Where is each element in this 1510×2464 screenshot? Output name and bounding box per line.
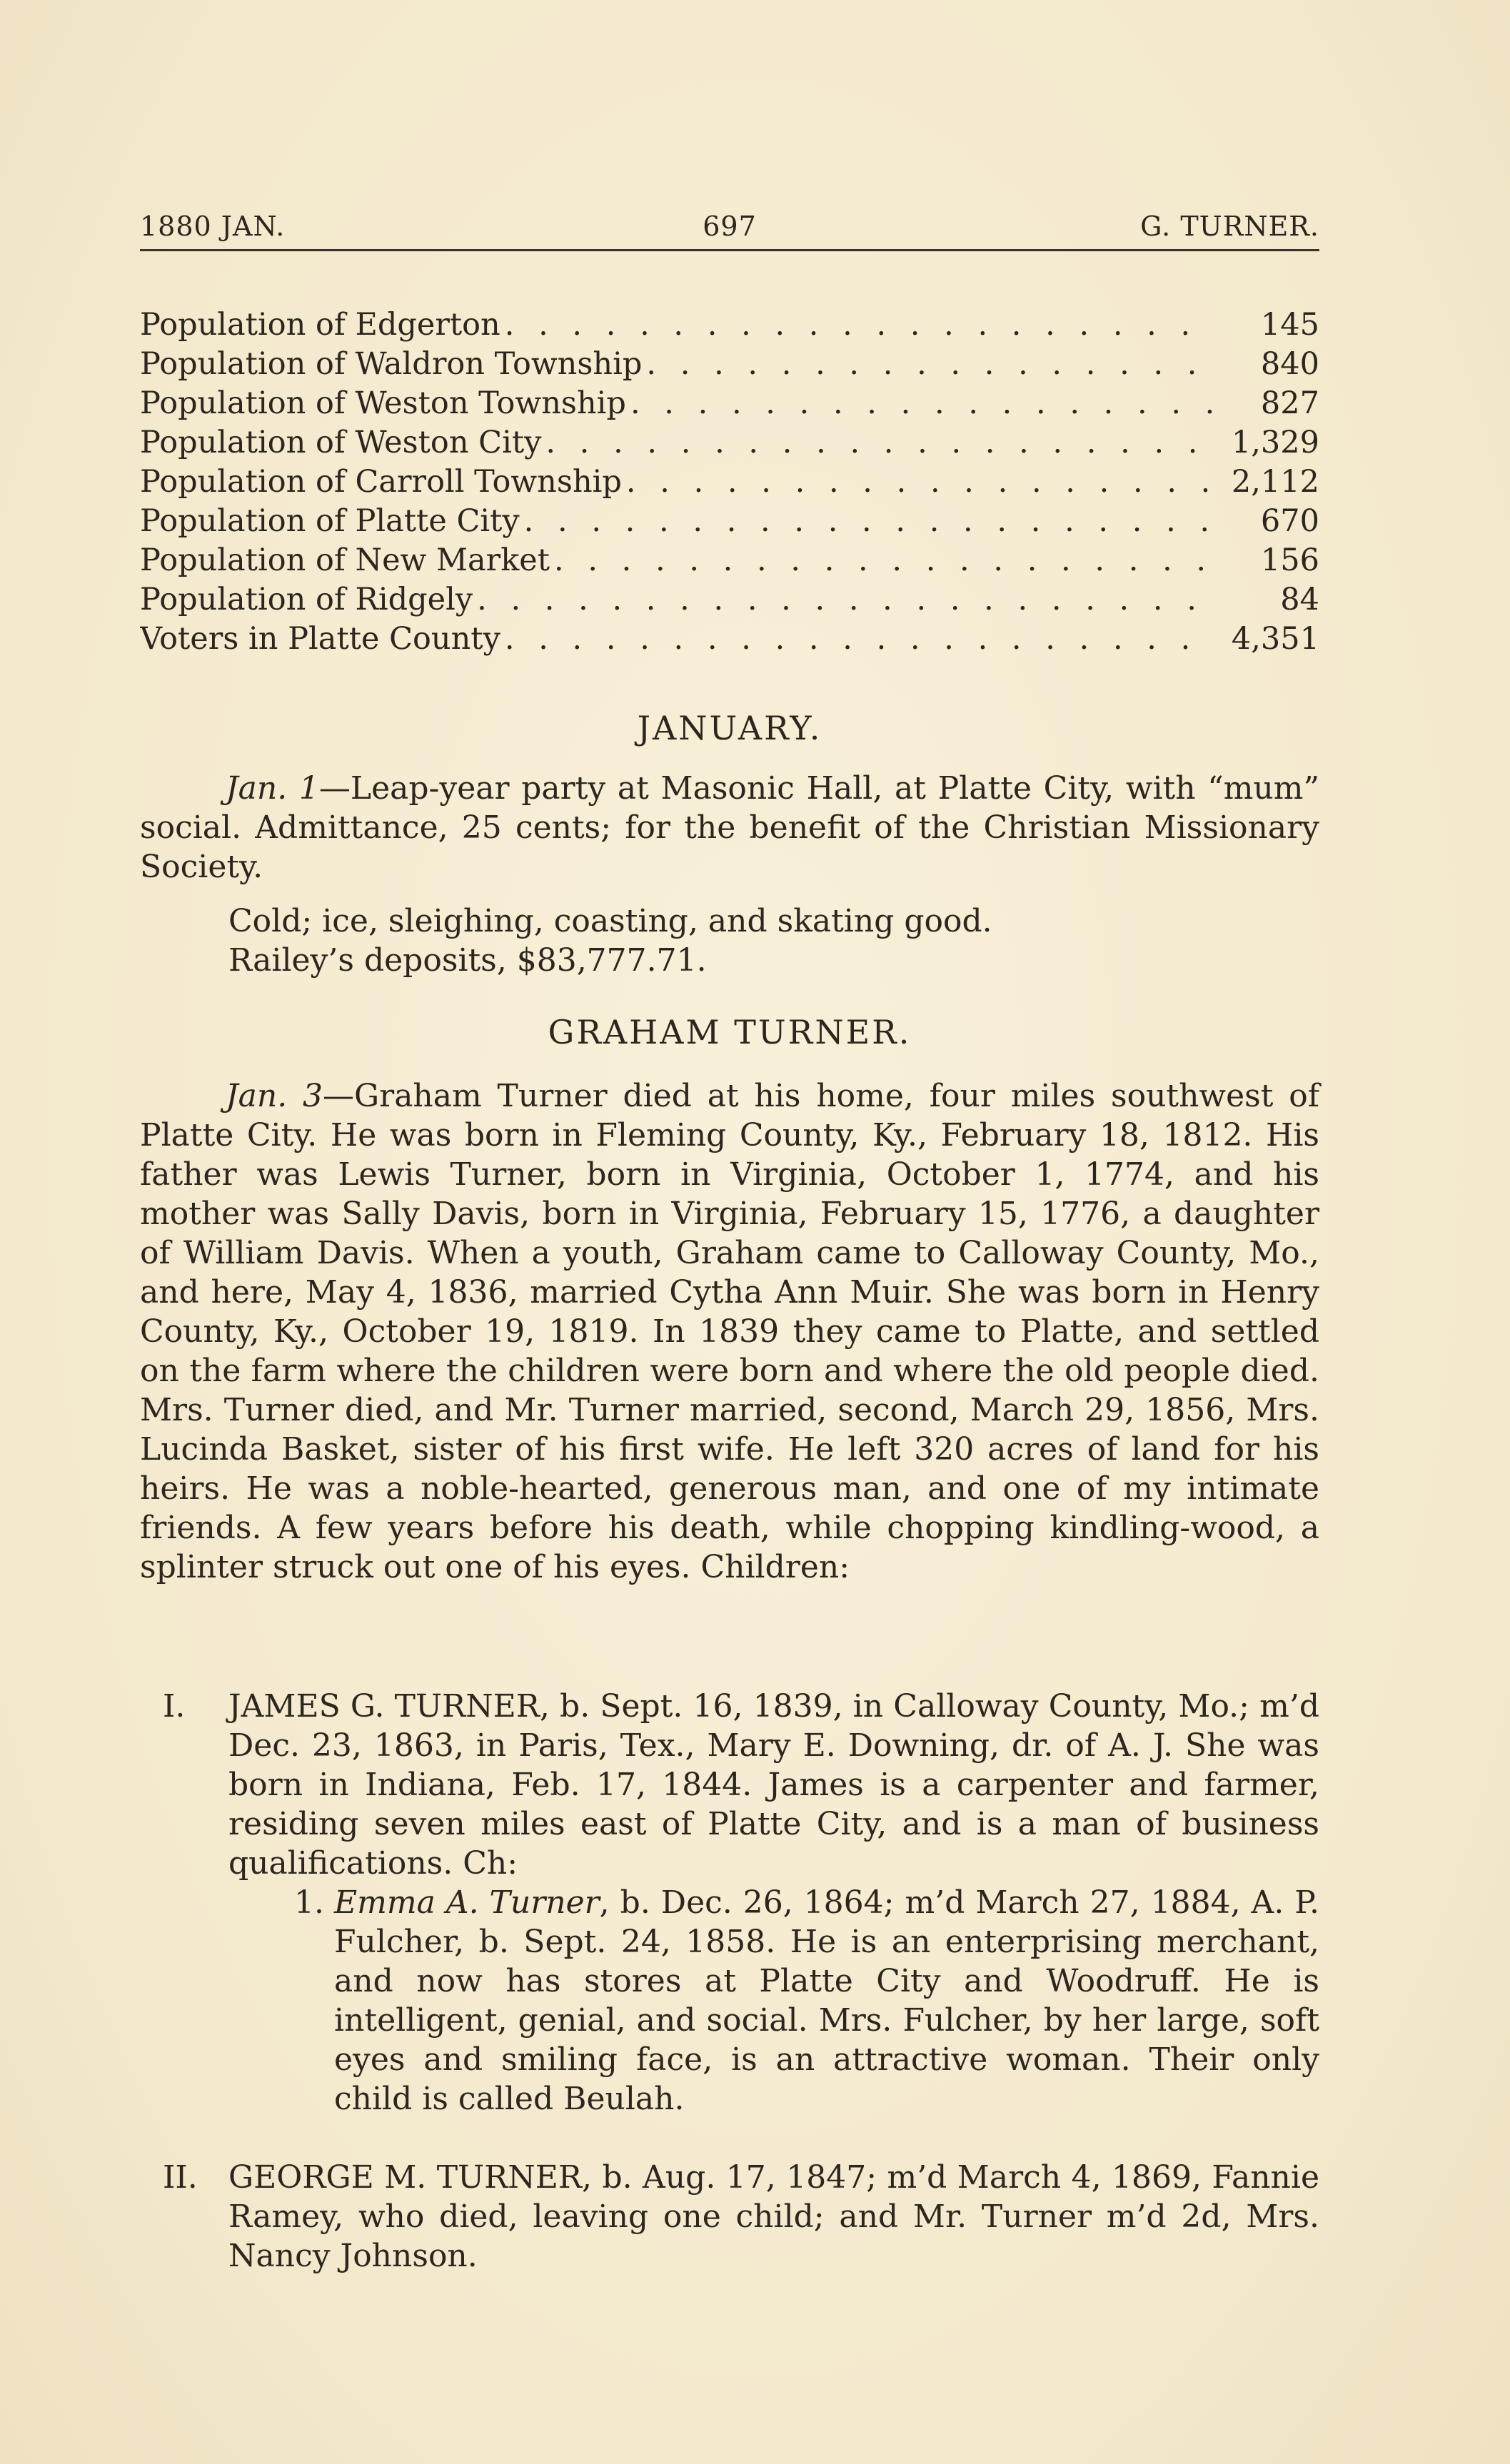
grandchild-numeral: 1. xyxy=(294,1884,324,1921)
dot-leader xyxy=(642,345,1212,384)
population-label: Population of Carroll Township xyxy=(140,464,622,500)
entry-date: Jan. 1 xyxy=(226,770,319,807)
dot-leader xyxy=(550,541,1212,580)
population-label: Population of Weston Township xyxy=(140,385,626,421)
population-row xyxy=(140,384,1319,423)
entry-date: Jan. 3 xyxy=(226,1078,323,1114)
population-row xyxy=(140,345,1319,384)
population-label: Population of Edgerton xyxy=(140,307,500,343)
entry-jan-3 xyxy=(140,1076,1319,1587)
voters-row xyxy=(140,620,1319,659)
population-label: Population of Ridgely xyxy=(140,582,473,617)
child-numeral: I. xyxy=(163,1688,186,1725)
page-number: 697 xyxy=(703,211,757,242)
header-rule xyxy=(140,249,1319,251)
population-value: 670 xyxy=(1260,503,1319,539)
population-value: 145 xyxy=(1260,307,1319,343)
voters-value: 4,351 xyxy=(1231,621,1319,657)
population-value: 2,112 xyxy=(1231,464,1319,500)
voters-label: Voters in Platte County xyxy=(140,621,500,657)
population-value: 840 xyxy=(1260,346,1319,382)
grandchild-entry-emma xyxy=(334,1883,1319,2119)
dot-leader xyxy=(473,580,1212,620)
running-head xyxy=(140,208,1319,244)
population-value: 827 xyxy=(1260,385,1319,421)
child-entry-james: JAMES G. TURNER, b. Sept. 16, 1839, in Calloway County, Mo.; m’d Dec. 23, 1863, in Paris, Tex., Mary E. Downing, dr. of A. J. She was born in Indiana, Feb. 17, 1844. James is a carpenter and farmer, residing seven miles east of Platte City, and is a man of business qualifications. Ch: xyxy=(228,1688,1319,1882)
section-heading-january: JANUARY. xyxy=(637,709,822,747)
population-row xyxy=(140,306,1319,345)
population-value: 84 xyxy=(1280,582,1319,617)
deposits-note: Railey’s deposits, $83,777.71. xyxy=(228,942,707,979)
population-table xyxy=(140,306,1319,659)
population-value: 1,329 xyxy=(1231,425,1319,460)
entry-text: —Graham Turner died at his home, four miles southwest of Platte City. He was born in Fleming County, Ky., February 18, 1812. His father was Lewis Turner, born in Virginia, October 1, 1774, and his mother was Sally Davis, born in Virginia, February 15, 1776, a daughter of William Davis. When a youth, Graham came to Calloway County, Mo., and here, May 4, 1836, married Cytha Ann Muir. She was born in Henry County, Ky., October 19, 1819. In 1839 they came to Platte, and settled on the farm where the children were born and where the old people died. Mrs. Turner died, and Mr. Turner married, second, March 29, 1856, Mrs. Lucinda Basket, sister of his first wife. He left 320 acres of land for his heirs. He was a noble-hearted, generous man, and one of my intimate friends. A few years before his death, while chopping kindling-wood, a splinter struck out one of his eyes. Children: xyxy=(140,1078,1319,1585)
child-numeral: II. xyxy=(163,2159,198,2196)
population-label: Population of New Market xyxy=(140,542,550,578)
dot-leader xyxy=(520,502,1212,541)
entry-jan-1 xyxy=(140,769,1319,887)
grandchild-text: , b. Dec. 26, 1864; m’d March 27, 1884, A. P. Fulcher, b. Sept. 24, 1858. He is an enterprising merchant, and now has stores at Platte City and Woodruff. He is intelligent, genial, and social. Mrs. Fulcher, by her large, soft eyes and smiling face, is an attractive woman. Their only child is called Beulah. xyxy=(334,1884,1319,2117)
population-row xyxy=(140,502,1319,541)
population-row xyxy=(140,580,1319,620)
weather-note: Cold; ice, sleighing, coasting, and skating good. xyxy=(228,903,992,939)
population-row xyxy=(140,541,1319,580)
section-heading-graham-turner: GRAHAM TURNER. xyxy=(548,1013,912,1051)
population-value: 156 xyxy=(1260,542,1319,578)
running-head-subject: G. TURNER. xyxy=(1140,211,1319,242)
population-label: Population of Weston City xyxy=(140,425,542,460)
population-label: Population of Waldron Township xyxy=(140,346,643,382)
dot-leader xyxy=(626,384,1212,423)
entry-text: —Leap-year party at Masonic Hall, at Platte City, with “mum” social. Admittance, 25 cents; for the benefit of the Christian Missionary Society. xyxy=(140,770,1319,885)
dot-leader xyxy=(500,306,1212,345)
dot-leader xyxy=(622,463,1212,502)
population-row xyxy=(140,423,1319,463)
dot-leader xyxy=(541,423,1212,463)
running-head-year-month: 1880 JAN. xyxy=(140,211,286,242)
population-label: Population of Platte City xyxy=(140,503,520,539)
child-entry-george: GEORGE M. TURNER, b. Aug. 17, 1847; m’d March 4, 1869, Fannie Ramey, who died, leaving one child; and Mr. Turner m’d 2d, Mrs. Nancy Johnson. xyxy=(228,2159,1319,2274)
population-row xyxy=(140,463,1319,502)
grandchild-name: Emma A. Turner xyxy=(334,1884,600,1921)
dot-leader xyxy=(500,620,1212,659)
